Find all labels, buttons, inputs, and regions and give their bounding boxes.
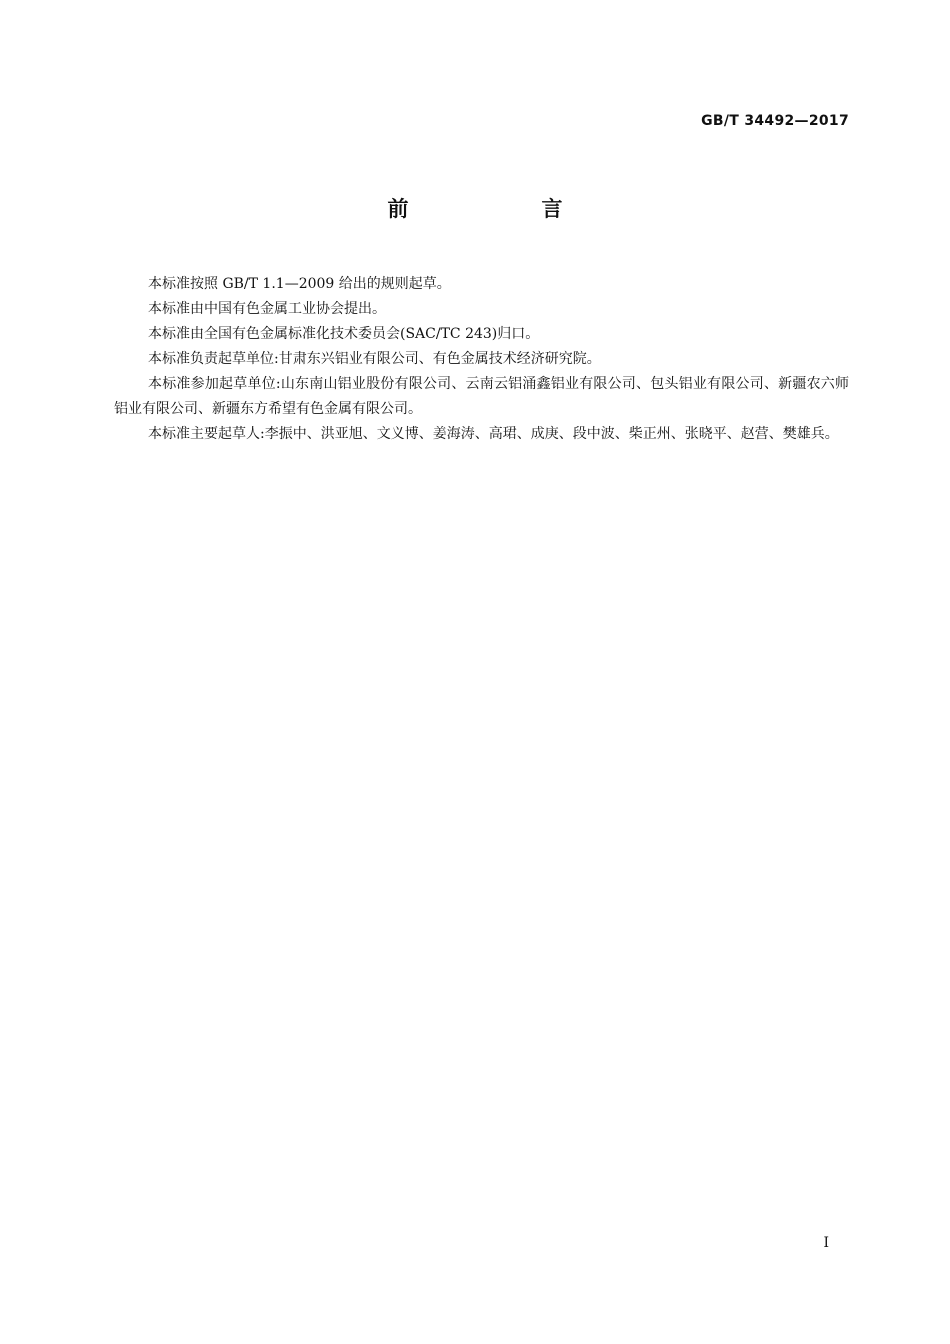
foreword-body bbox=[114, 272, 849, 447]
paragraph-responsible-drafters: 本标准负责起草单位:甘肃东兴铝业有限公司、有色金属技术经济研究院。 bbox=[148, 351, 601, 367]
page-number: I bbox=[823, 1235, 829, 1251]
paragraph-participating-drafters: 本标准参加起草单位:山东南山铝业股份有限公司、云南云铝涌鑫铝业有限公司、包头铝业有限公司、新疆农六师铝业有限公司、新疆东方希望有色金属有限公司。 bbox=[114, 376, 849, 417]
paragraph-main-drafters: 本标准主要起草人:李振中、洪亚旭、文义博、姜海涛、高珺、成庚、段中波、柴正州、张晓平、赵营、樊雄兵。 bbox=[148, 426, 839, 442]
paragraph-drafting-rules: 本标准按照 GB/T 1.1—2009 给出的规则起草。 bbox=[148, 276, 451, 292]
paragraph-proposer: 本标准由中国有色金属工业协会提出。 bbox=[148, 301, 386, 317]
paragraph-technical-committee: 本标准由全国有色金属标准化技术委员会(SAC/TC 243)归口。 bbox=[148, 326, 540, 342]
standard-code: GB/T 34492—2017 bbox=[701, 113, 849, 129]
page-title: 前 言 bbox=[387, 197, 619, 221]
